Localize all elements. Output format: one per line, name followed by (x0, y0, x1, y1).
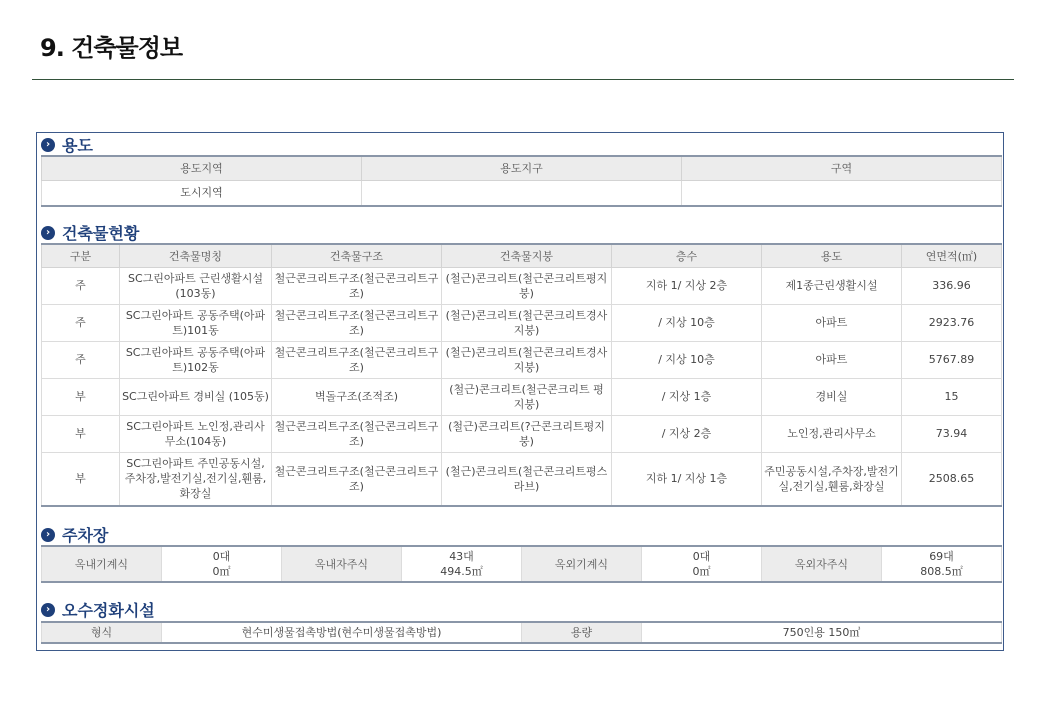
table-cell: SC그린아파트 노인정,관리사무소(104동) (120, 415, 272, 452)
parking-value (642, 546, 762, 582)
table-cell: 부 (42, 452, 120, 506)
table-cell: 부 (42, 378, 120, 415)
section-header-parking (41, 523, 108, 546)
yongdo-table (41, 155, 1002, 207)
page-title: 9. 건축물정보 (40, 34, 183, 62)
table-row (42, 415, 1002, 452)
table-cell: 주 (42, 304, 120, 341)
table-cell: 2508.65 (902, 452, 1002, 506)
sewage-capacity-value: 750인용 150㎥ (642, 622, 1002, 643)
chevron-right-icon: › (41, 528, 55, 542)
parking-count: 0대 (692, 550, 711, 563)
header-cell: 용도지역 (42, 156, 362, 180)
table-cell: SC그린아파트 경비실 (105동) (120, 378, 272, 415)
parking-area: 0㎡ (212, 565, 231, 578)
header-cell: 구분 (42, 244, 120, 267)
table-cell: 5767.89 (902, 341, 1002, 378)
table-cell: 도시지역 (42, 180, 362, 206)
sewage-type-label: 형식 (42, 622, 162, 643)
parking-table (41, 545, 1002, 583)
header-cell: 구역 (682, 156, 1002, 180)
section-title: 건축물현황 (62, 224, 140, 243)
table-cell: 아파트 (762, 304, 902, 341)
table-cell: 노인정,관리사무소 (762, 415, 902, 452)
sewage-table (41, 621, 1002, 644)
table-cell: 주 (42, 341, 120, 378)
building-info-panel (36, 132, 1004, 651)
table-cell: 주민공동시설,주차장,발전기실,전기실,휀룸,화장실 (762, 452, 902, 506)
header-cell: 건축물지붕 (442, 244, 612, 267)
table-cell: / 지상 2층 (612, 415, 762, 452)
parking-count: 43대 (449, 550, 474, 563)
sewage-type-value: 현수미생물접촉방법(현수미생물접촉방법) (162, 622, 522, 643)
parking-value (402, 546, 522, 582)
header-cell: 연면적(㎡) (902, 244, 1002, 267)
table-cell (682, 180, 1002, 206)
table-cell: / 지상 1층 (612, 378, 762, 415)
table-cell: 철근콘크리트구조(철근콘크리트구조) (272, 341, 442, 378)
table-cell: 아파트 (762, 341, 902, 378)
table-row (42, 341, 1002, 378)
table-cell: (철근)콘크리트(철근콘크리트평스라브) (442, 452, 612, 506)
table-cell: 철근콘크리트구조(철근콘크리트구조) (272, 267, 442, 304)
table-cell: (철근)콘크리트(철근콘크리트경사지붕) (442, 341, 612, 378)
table-cell: 지하 1/ 지상 1층 (612, 452, 762, 506)
parking-area: 494.5㎡ (440, 565, 483, 578)
table-cell: 주 (42, 267, 120, 304)
table-cell: SC그린아파트 근린생활시설(103동) (120, 267, 272, 304)
parking-label: 옥내자주식 (282, 546, 402, 582)
table-cell: 336.96 (902, 267, 1002, 304)
table-cell: 철근콘크리트구조(철근콘크리트구조) (272, 304, 442, 341)
table-row (42, 452, 1002, 506)
header-cell: 건축물명칭 (120, 244, 272, 267)
table-cell: (철근)콘크리트(철근콘크리트경사지붕) (442, 304, 612, 341)
section-title: 용도 (62, 136, 93, 155)
table-row (42, 267, 1002, 304)
title-divider (32, 79, 1014, 80)
header-cell: 용도지구 (362, 156, 682, 180)
header-cell: 층수 (612, 244, 762, 267)
parking-value (162, 546, 282, 582)
table-row (42, 378, 1002, 415)
table-cell: / 지상 10층 (612, 304, 762, 341)
parking-count: 69대 (929, 550, 954, 563)
table-cell: / 지상 10층 (612, 341, 762, 378)
table-cell: (철근)콘크리트(철근콘크리트 평지붕) (442, 378, 612, 415)
building-table (41, 243, 1002, 507)
table-cell: SC그린아파트 주민공동시설,주차장,발전기실,전기실,휀룸,화장실 (120, 452, 272, 506)
parking-area: 808.5㎡ (920, 565, 963, 578)
table-cell: 벽돌구조(조적조) (272, 378, 442, 415)
chevron-right-icon: › (41, 226, 55, 240)
section-title: 오수정화시설 (62, 601, 155, 620)
table-cell: 15 (902, 378, 1002, 415)
header-cell: 건축물구조 (272, 244, 442, 267)
parking-label: 옥내기계식 (42, 546, 162, 582)
table-cell: 철근콘크리트구조(철근콘크리트구조) (272, 415, 442, 452)
table-cell: 제1종근린생활시설 (762, 267, 902, 304)
chevron-right-icon: › (41, 603, 55, 617)
table-cell: 2923.76 (902, 304, 1002, 341)
table-cell (362, 180, 682, 206)
table-cell: SC그린아파트 공동주택(아파트)101동 (120, 304, 272, 341)
table-row (42, 304, 1002, 341)
parking-label: 옥외자주식 (762, 546, 882, 582)
section-header-building (41, 221, 139, 244)
table-cell: (철근)콘크리트(철근콘크리트평지붕) (442, 267, 612, 304)
parking-area: 0㎡ (692, 565, 711, 578)
parking-count: 0대 (212, 550, 231, 563)
header-cell: 용도 (762, 244, 902, 267)
table-cell: 73.94 (902, 415, 1002, 452)
parking-value (882, 546, 1002, 582)
section-header-sewage (41, 598, 155, 621)
chevron-right-icon: › (41, 138, 55, 152)
table-cell: 경비실 (762, 378, 902, 415)
section-header-yongdo (41, 133, 93, 156)
table-cell: SC그린아파트 공동주택(아파트)102동 (120, 341, 272, 378)
table-cell: (철근)콘크리트(?근콘크리트평지붕) (442, 415, 612, 452)
table-cell: 지하 1/ 지상 2층 (612, 267, 762, 304)
table-cell: 철근콘크리트구조(철근콘크리트구조) (272, 452, 442, 506)
sewage-capacity-label: 용량 (522, 622, 642, 643)
table-cell: 부 (42, 415, 120, 452)
section-title: 주차장 (62, 526, 109, 545)
parking-label: 옥외기계식 (522, 546, 642, 582)
